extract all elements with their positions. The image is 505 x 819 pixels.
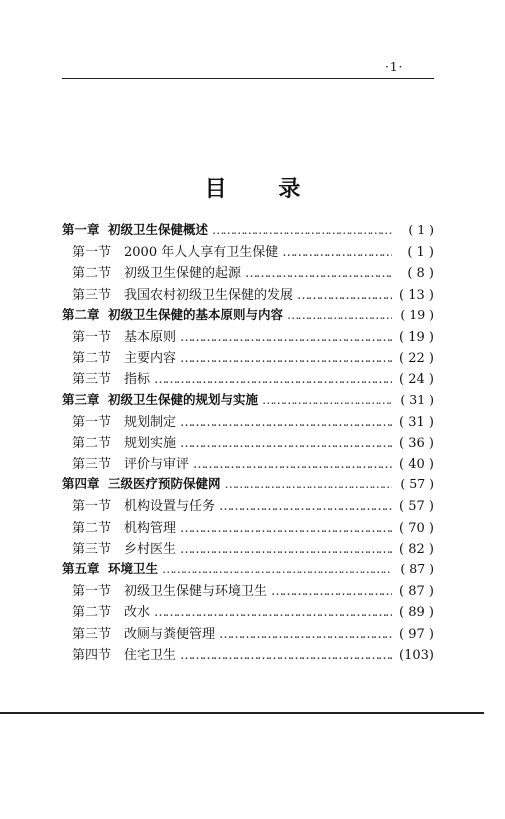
- toc-entry-page: ( 24 ): [399, 372, 434, 388]
- toc-entry-label: 第一节: [72, 329, 112, 345]
- dot-leader: [297, 288, 392, 303]
- toc-section-row: [62, 644, 434, 665]
- toc-entry-label: 第三节: [72, 287, 112, 303]
- toc-entry-label: 第二节: [72, 605, 112, 621]
- dot-leader: [180, 436, 392, 451]
- toc-entry-label: 第二节: [72, 266, 112, 282]
- toc-entry-page: ( 40 ): [399, 457, 434, 473]
- toc-entry-label: 第三节: [72, 372, 112, 388]
- toc-section-row: [62, 453, 434, 474]
- dot-leader: [180, 648, 392, 663]
- toc-entry-page: ( 57 ): [400, 476, 434, 492]
- toc-chapter-row: [62, 305, 434, 326]
- toc-entry-page: ( 19 ): [400, 306, 434, 322]
- toc-entry-title: 2000 年人人享有卫生保健: [124, 245, 279, 261]
- toc-entry-label: 第一节: [72, 499, 112, 515]
- toc-entry-page: ( 82 ): [399, 541, 434, 557]
- toc-section-row: [62, 601, 434, 622]
- toc-entry-label: 第一章: [62, 222, 100, 237]
- toc-entry-title: 乡村医生: [124, 541, 177, 557]
- toc-entry-title: 改水: [124, 605, 151, 621]
- toc-entry-page: ( 1 ): [408, 222, 434, 237]
- footer-rule: [0, 712, 484, 714]
- dot-leader: [154, 372, 392, 387]
- toc-entry-page: ( 70 ): [399, 520, 434, 536]
- header-rule: [62, 78, 434, 79]
- page-title: 目 录: [204, 177, 323, 202]
- dot-leader: [271, 584, 392, 599]
- toc-entry-page: ( 8 ): [407, 266, 434, 282]
- toc-entry-page: ( 22 ): [399, 351, 434, 367]
- toc-entry-title: 初级卫生保健的基本原则与内容: [108, 306, 284, 322]
- toc-section-row: [62, 241, 434, 262]
- dot-leader: [180, 415, 392, 430]
- toc-entry-label: 第二章: [62, 306, 100, 322]
- dot-leader: [219, 627, 392, 642]
- dot-leader: [262, 392, 392, 407]
- toc-entry-label: 第二节: [72, 520, 112, 536]
- dot-leader: [193, 457, 392, 472]
- toc-entry-page: ( 36 ): [399, 435, 434, 451]
- toc-entry-page: ( 87 ): [400, 561, 434, 576]
- toc-entry-label: 第三节: [72, 626, 112, 642]
- toc-section-row: [62, 495, 434, 516]
- toc-entry-title: 初级卫生保健的规划与实施: [108, 391, 259, 407]
- toc-section-row: [62, 580, 434, 601]
- toc-entry-page: ( 31 ): [400, 391, 434, 407]
- dot-leader: [180, 351, 392, 366]
- toc-entry-page: ( 31 ): [399, 414, 434, 430]
- toc-entry-title: 规划制定: [124, 414, 177, 430]
- toc-section-row: [62, 517, 434, 538]
- toc-entry-title: 规划实施: [124, 435, 177, 451]
- toc-entry-title: 住宅卫生: [124, 647, 177, 663]
- toc-entry-label: 第一节: [72, 584, 112, 600]
- toc-entry-label: 第二节: [72, 351, 112, 367]
- toc-entry-title: 指标: [124, 372, 151, 388]
- table-of-contents: [62, 220, 434, 665]
- toc-entry-page: ( 89 ): [399, 605, 434, 621]
- toc-entry-title: 机构设置与任务: [124, 499, 216, 515]
- toc-entry-title: 改厕与粪便管理: [124, 626, 216, 642]
- toc-entry-title: 环境卫生: [108, 561, 159, 576]
- toc-entry-title: 评价与审评: [124, 457, 190, 473]
- toc-entry-title: 初级卫生保健的起源: [124, 266, 242, 282]
- dot-leader: [282, 245, 392, 260]
- toc-section-row: [62, 262, 434, 283]
- toc-entry-page: ( 1 ): [407, 245, 434, 261]
- dot-leader: [287, 307, 392, 322]
- toc-entry-page: ( 19 ): [399, 329, 434, 345]
- toc-entry-title: 主要内容: [124, 351, 177, 367]
- toc-entry-label: 第一节: [72, 245, 112, 261]
- toc-section-row: [62, 623, 434, 644]
- toc-section-row: [62, 538, 434, 559]
- dot-leader: [154, 605, 392, 620]
- toc-chapter-row: [62, 390, 434, 411]
- toc-entry-label: 第一节: [72, 414, 112, 430]
- dot-leader: [245, 266, 392, 281]
- page-number: ·1·: [385, 60, 404, 74]
- toc-entry-title: 初级卫生保健与环境卫生: [124, 584, 268, 600]
- toc-section-row: [62, 284, 434, 305]
- toc-entry-title: 我国农村初级卫生保健的发展: [124, 287, 294, 303]
- toc-chapter-row: [62, 220, 434, 241]
- toc-section-row: [62, 432, 434, 453]
- dot-leader: [180, 542, 392, 557]
- toc-section-row: [62, 368, 434, 389]
- dot-leader: [212, 222, 392, 237]
- toc-entry-page: ( 87 ): [399, 584, 434, 600]
- dot-leader: [180, 521, 392, 536]
- toc-section-row: [62, 411, 434, 432]
- dot-leader: [162, 561, 392, 576]
- toc-entry-title: 初级卫生保健概述: [108, 222, 209, 237]
- dot-leader: [180, 330, 392, 345]
- toc-entry-page: ( 57 ): [399, 499, 434, 515]
- toc-entry-page: ( 13 ): [399, 287, 434, 303]
- toc-chapter-row: [62, 474, 434, 495]
- toc-entry-label: 第四节: [72, 647, 112, 663]
- toc-entry-page: ( 97 ): [399, 626, 434, 642]
- toc-entry-label: 第三节: [72, 541, 112, 557]
- toc-entry-title: 机构管理: [124, 520, 177, 536]
- dot-leader: [225, 476, 392, 491]
- toc-entry-page: (103): [399, 647, 434, 663]
- toc-section-row: [62, 326, 434, 347]
- toc-chapter-row: [62, 559, 434, 580]
- dot-leader: [219, 499, 392, 514]
- toc-section-row: [62, 347, 434, 368]
- toc-entry-label: 第五章: [62, 561, 100, 576]
- toc-entry-label: 第三章: [62, 391, 100, 407]
- toc-entry-label: 第四章: [62, 476, 100, 492]
- toc-entry-label: 第二节: [72, 435, 112, 451]
- toc-entry-label: 第三节: [72, 457, 112, 473]
- toc-entry-title: 基本原则: [124, 329, 177, 345]
- toc-entry-title: 三级医疗预防保健网: [108, 476, 221, 492]
